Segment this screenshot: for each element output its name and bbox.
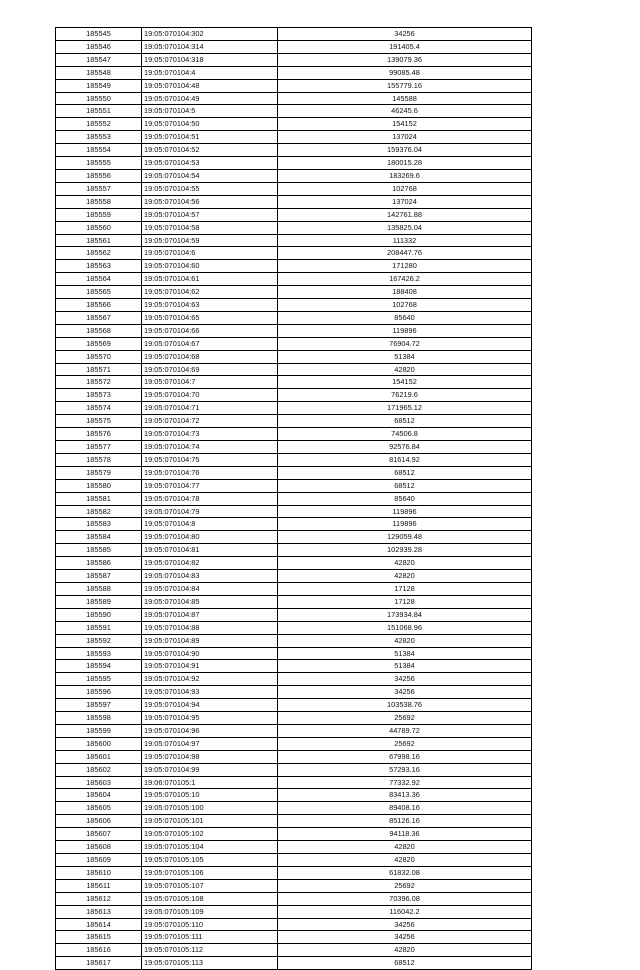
row-id-cell: 185596: [56, 686, 142, 699]
cadastral-number-cell: 19:05:070104:92: [142, 673, 278, 686]
value-cell: 139079.36: [278, 53, 532, 66]
row-id-cell: 185612: [56, 892, 142, 905]
cadastral-number-cell: 19:05:070105:10: [142, 789, 278, 802]
row-id-cell: 185559: [56, 208, 142, 221]
value-cell: 85640: [278, 311, 532, 324]
table-row: [56, 505, 532, 518]
cadastral-number-cell: 19:05:070105:104: [142, 841, 278, 854]
row-id-cell: 185549: [56, 79, 142, 92]
cadastral-number-cell: 19:05:070104:60: [142, 260, 278, 273]
value-cell: 68512: [278, 415, 532, 428]
value-cell: 151068.96: [278, 621, 532, 634]
row-id-cell: 185569: [56, 337, 142, 350]
cadastral-number-cell: 19:05:070105:110: [142, 918, 278, 931]
table-row: [56, 376, 532, 389]
row-id-cell: 185575: [56, 415, 142, 428]
table-row: [56, 389, 532, 402]
cadastral-number-cell: 19:05:070104:62: [142, 286, 278, 299]
value-cell: 94118.36: [278, 828, 532, 841]
cadastral-number-cell: 19:05:070104:67: [142, 337, 278, 350]
row-id-cell: 185610: [56, 866, 142, 879]
value-cell: 119896: [278, 518, 532, 531]
row-id-cell: 185547: [56, 53, 142, 66]
cadastral-number-cell: 19:05:070104:7: [142, 376, 278, 389]
table-row: [56, 221, 532, 234]
table-row: [56, 815, 532, 828]
table-row: [56, 118, 532, 131]
cadastral-number-cell: 19:05:070105:112: [142, 944, 278, 957]
cadastral-number-cell: 19:05:070105:100: [142, 802, 278, 815]
table-row: [56, 337, 532, 350]
table-row: [56, 544, 532, 557]
value-cell: 116042.2: [278, 905, 532, 918]
row-id-cell: 185611: [56, 879, 142, 892]
table-row: [56, 789, 532, 802]
table-row: [56, 531, 532, 544]
row-id-cell: 185590: [56, 608, 142, 621]
row-id-cell: 185562: [56, 247, 142, 260]
table-row: [56, 608, 532, 621]
cadastral-number-cell: 19:05:070104:88: [142, 621, 278, 634]
table-row: [56, 311, 532, 324]
value-cell: 51384: [278, 660, 532, 673]
row-id-cell: 185548: [56, 66, 142, 79]
cadastral-number-cell: 19:05:070104:75: [142, 453, 278, 466]
cadastral-number-cell: 19:05:070104:63: [142, 299, 278, 312]
value-cell: 34256: [278, 28, 532, 41]
table-row: [56, 931, 532, 944]
table-row: [56, 453, 532, 466]
row-id-cell: 185577: [56, 441, 142, 454]
value-cell: 173934.84: [278, 608, 532, 621]
table-row: [56, 428, 532, 441]
row-id-cell: 185551: [56, 105, 142, 118]
cadastral-number-cell: 19:05:070105:101: [142, 815, 278, 828]
row-id-cell: 185606: [56, 815, 142, 828]
cadastral-number-cell: 19:05:070104:74: [142, 441, 278, 454]
row-id-cell: 185573: [56, 389, 142, 402]
value-cell: 42820: [278, 634, 532, 647]
table-row: [56, 737, 532, 750]
value-cell: 61832.08: [278, 866, 532, 879]
value-cell: 81614.92: [278, 453, 532, 466]
table-row: [56, 712, 532, 725]
value-cell: 102768: [278, 299, 532, 312]
value-cell: 25692: [278, 737, 532, 750]
table-row: [56, 905, 532, 918]
row-id-cell: 185568: [56, 324, 142, 337]
value-cell: 111332: [278, 234, 532, 247]
value-cell: 183269.6: [278, 169, 532, 182]
cadastral-number-cell: 19:05:070104:54: [142, 169, 278, 182]
table-row: [56, 892, 532, 905]
table-row: [56, 673, 532, 686]
table-row: [56, 750, 532, 763]
row-id-cell: 185566: [56, 299, 142, 312]
row-id-cell: 185597: [56, 699, 142, 712]
row-id-cell: 185603: [56, 776, 142, 789]
row-id-cell: 185588: [56, 582, 142, 595]
value-cell: 34256: [278, 931, 532, 944]
table-row: [56, 66, 532, 79]
cadastral-number-cell: 19:05:070104:58: [142, 221, 278, 234]
table-row: [56, 195, 532, 208]
value-cell: 77332.92: [278, 776, 532, 789]
row-id-cell: 185592: [56, 634, 142, 647]
value-cell: 135825.04: [278, 221, 532, 234]
table-row: [56, 570, 532, 583]
value-cell: 119896: [278, 324, 532, 337]
row-id-cell: 185617: [56, 957, 142, 970]
value-cell: 137024: [278, 131, 532, 144]
row-id-cell: 185578: [56, 453, 142, 466]
cadastral-number-cell: 19:05:070104:80: [142, 531, 278, 544]
value-cell: 51384: [278, 647, 532, 660]
row-id-cell: 185571: [56, 363, 142, 376]
value-cell: 25692: [278, 712, 532, 725]
value-cell: 92576.84: [278, 441, 532, 454]
value-cell: 137024: [278, 195, 532, 208]
cadastral-number-cell: 19:05:070104:98: [142, 750, 278, 763]
cadastral-number-cell: 19:05:070104:49: [142, 92, 278, 105]
row-id-cell: 185572: [56, 376, 142, 389]
row-id-cell: 185604: [56, 789, 142, 802]
table-row: [56, 479, 532, 492]
cadastral-number-cell: 19:05:070104:78: [142, 492, 278, 505]
table-row: [56, 169, 532, 182]
row-id-cell: 185580: [56, 479, 142, 492]
row-id-cell: 185589: [56, 595, 142, 608]
row-id-cell: 185565: [56, 286, 142, 299]
value-cell: 102939.28: [278, 544, 532, 557]
row-id-cell: 185552: [56, 118, 142, 131]
row-id-cell: 185593: [56, 647, 142, 660]
table-row: [56, 402, 532, 415]
value-cell: 154152: [278, 376, 532, 389]
value-cell: 34256: [278, 918, 532, 931]
cadastral-number-cell: 19:05:070104:56: [142, 195, 278, 208]
cadastral-number-cell: 19:05:070104:89: [142, 634, 278, 647]
value-cell: 42820: [278, 557, 532, 570]
cadastral-number-cell: 19:05:070104:81: [142, 544, 278, 557]
cadastral-number-cell: 19:05:070104:72: [142, 415, 278, 428]
value-cell: 25692: [278, 879, 532, 892]
value-cell: 103538.76: [278, 699, 532, 712]
cadastral-number-cell: 19:05:070104:6: [142, 247, 278, 260]
row-id-cell: 185564: [56, 273, 142, 286]
value-cell: 99085.48: [278, 66, 532, 79]
cadastral-number-cell: 19:05:070104:50: [142, 118, 278, 131]
value-cell: 171280: [278, 260, 532, 273]
row-id-cell: 185561: [56, 234, 142, 247]
table-row: [56, 53, 532, 66]
table-row: [56, 273, 532, 286]
row-id-cell: 185594: [56, 660, 142, 673]
row-id-cell: 185598: [56, 712, 142, 725]
table-row: [56, 828, 532, 841]
value-cell: 42820: [278, 841, 532, 854]
cadastral-number-cell: 19:05:070104:90: [142, 647, 278, 660]
value-cell: 68512: [278, 957, 532, 970]
row-id-cell: 185574: [56, 402, 142, 415]
cadastral-number-cell: 19:05:070104:76: [142, 466, 278, 479]
row-id-cell: 185550: [56, 92, 142, 105]
table-row: [56, 918, 532, 931]
row-id-cell: 185567: [56, 311, 142, 324]
value-cell: 17128: [278, 595, 532, 608]
row-id-cell: 185613: [56, 905, 142, 918]
table-row: [56, 854, 532, 867]
table-row: [56, 415, 532, 428]
row-id-cell: 185563: [56, 260, 142, 273]
cadastral-number-cell: 19:05:070104:96: [142, 724, 278, 737]
value-cell: 34256: [278, 686, 532, 699]
cadastral-number-cell: 19:05:070104:79: [142, 505, 278, 518]
cadastral-number-cell: 19:05:070104:73: [142, 428, 278, 441]
cadastral-number-cell: 19:05:070105:106: [142, 866, 278, 879]
value-cell: 85126.16: [278, 815, 532, 828]
table-row: [56, 595, 532, 608]
data-table: [55, 27, 532, 970]
table-row: [56, 234, 532, 247]
table-row: [56, 724, 532, 737]
cadastral-number-cell: 19:05:070104:59: [142, 234, 278, 247]
row-id-cell: 185557: [56, 182, 142, 195]
value-cell: 57293.16: [278, 763, 532, 776]
row-id-cell: 185554: [56, 144, 142, 157]
cadastral-number-cell: 19:05:070104:69: [142, 363, 278, 376]
cadastral-number-cell: 19:05:070105:105: [142, 854, 278, 867]
table-row: [56, 776, 532, 789]
value-cell: 42820: [278, 944, 532, 957]
row-id-cell: 185609: [56, 854, 142, 867]
table-row: [56, 105, 532, 118]
table-row: [56, 350, 532, 363]
cadastral-number-cell: 19:05:070104:55: [142, 182, 278, 195]
cadastral-number-cell: 19:05:070104:57: [142, 208, 278, 221]
cadastral-number-cell: 19:05:070104:77: [142, 479, 278, 492]
cadastral-number-cell: 19:05:070104:94: [142, 699, 278, 712]
row-id-cell: 185607: [56, 828, 142, 841]
table-row: [56, 557, 532, 570]
value-cell: 171965.12: [278, 402, 532, 415]
value-cell: 46245.6: [278, 105, 532, 118]
table-row: [56, 841, 532, 854]
row-id-cell: 185582: [56, 505, 142, 518]
table-row: [56, 324, 532, 337]
cadastral-number-cell: 19:05:070104:99: [142, 763, 278, 776]
row-id-cell: 185587: [56, 570, 142, 583]
row-id-cell: 185576: [56, 428, 142, 441]
row-id-cell: 185584: [56, 531, 142, 544]
value-cell: 42820: [278, 854, 532, 867]
value-cell: 167426.2: [278, 273, 532, 286]
value-cell: 159376.04: [278, 144, 532, 157]
cadastral-number-cell: 19:05:070104:302: [142, 28, 278, 41]
table-row: [56, 182, 532, 195]
value-cell: 44789.72: [278, 724, 532, 737]
cadastral-number-cell: 19:05:070104:4: [142, 66, 278, 79]
cadastral-number-cell: 19:05:070104:85: [142, 595, 278, 608]
row-id-cell: 185600: [56, 737, 142, 750]
table-row: [56, 28, 532, 41]
cadastral-number-cell: 19:05:070104:71: [142, 402, 278, 415]
value-cell: 51384: [278, 350, 532, 363]
table-row: [56, 492, 532, 505]
cadastral-number-cell: 19:05:070104:314: [142, 40, 278, 53]
table-row: [56, 660, 532, 673]
row-id-cell: 185605: [56, 802, 142, 815]
table-row: [56, 634, 532, 647]
row-id-cell: 185616: [56, 944, 142, 957]
row-id-cell: 185560: [56, 221, 142, 234]
table-row: [56, 699, 532, 712]
table-row: [56, 131, 532, 144]
table-row: [56, 286, 532, 299]
cadastral-number-cell: 19:05:070104:8: [142, 518, 278, 531]
value-cell: 76904.72: [278, 337, 532, 350]
cadastral-number-cell: 19:05:070104:93: [142, 686, 278, 699]
row-id-cell: 185601: [56, 750, 142, 763]
row-id-cell: 185595: [56, 673, 142, 686]
cadastral-number-cell: 19:05:070104:48: [142, 79, 278, 92]
table-row: [56, 92, 532, 105]
row-id-cell: 185545: [56, 28, 142, 41]
value-cell: 70396.08: [278, 892, 532, 905]
value-cell: 34256: [278, 673, 532, 686]
table-row: [56, 363, 532, 376]
row-id-cell: 185555: [56, 157, 142, 170]
value-cell: 68512: [278, 479, 532, 492]
row-id-cell: 185579: [56, 466, 142, 479]
table-row: [56, 866, 532, 879]
cadastral-number-cell: 19:05:070104:61: [142, 273, 278, 286]
table-row: [56, 518, 532, 531]
table-row: [56, 957, 532, 970]
cadastral-number-cell: 19:05:070104:52: [142, 144, 278, 157]
value-cell: 191405.4: [278, 40, 532, 53]
value-cell: 142761.88: [278, 208, 532, 221]
cadastral-number-cell: 19:05:070105:113: [142, 957, 278, 970]
row-id-cell: 185591: [56, 621, 142, 634]
value-cell: 188408: [278, 286, 532, 299]
row-id-cell: 185586: [56, 557, 142, 570]
row-id-cell: 185585: [56, 544, 142, 557]
cadastral-number-cell: 19:05:070104:97: [142, 737, 278, 750]
table-row: [56, 157, 532, 170]
cadastral-number-cell: 19:05:070104:83: [142, 570, 278, 583]
table-row: [56, 466, 532, 479]
value-cell: 102768: [278, 182, 532, 195]
table-row: [56, 79, 532, 92]
value-cell: 119896: [278, 505, 532, 518]
row-id-cell: 185615: [56, 931, 142, 944]
table-row: [56, 944, 532, 957]
row-id-cell: 185602: [56, 763, 142, 776]
row-id-cell: 185599: [56, 724, 142, 737]
table-row: [56, 247, 532, 260]
row-id-cell: 185546: [56, 40, 142, 53]
table-row: [56, 582, 532, 595]
row-id-cell: 185581: [56, 492, 142, 505]
table-row: [56, 299, 532, 312]
value-cell: 180015.28: [278, 157, 532, 170]
cadastral-number-cell: 19:05:070104:82: [142, 557, 278, 570]
value-cell: 155779.16: [278, 79, 532, 92]
cadastral-number-cell: 19:06:070105:1: [142, 776, 278, 789]
cadastral-number-cell: 19:05:070104:84: [142, 582, 278, 595]
row-id-cell: 185608: [56, 841, 142, 854]
cadastral-number-cell: 19:05:070104:68: [142, 350, 278, 363]
table-body: [56, 28, 532, 970]
table-row: [56, 208, 532, 221]
table-row: [56, 763, 532, 776]
value-cell: 74506.8: [278, 428, 532, 441]
cadastral-number-cell: 19:05:070104:70: [142, 389, 278, 402]
table-row: [56, 802, 532, 815]
cadastral-number-cell: 19:05:070104:5: [142, 105, 278, 118]
value-cell: 89408.16: [278, 802, 532, 815]
value-cell: 154152: [278, 118, 532, 131]
cadastral-number-cell: 19:05:070105:108: [142, 892, 278, 905]
value-cell: 67998.16: [278, 750, 532, 763]
value-cell: 68512: [278, 466, 532, 479]
cadastral-number-cell: 19:05:070104:65: [142, 311, 278, 324]
cadastral-number-cell: 19:05:070105:111: [142, 931, 278, 944]
table-row: [56, 40, 532, 53]
value-cell: 145588: [278, 92, 532, 105]
cadastral-number-cell: 19:05:070104:66: [142, 324, 278, 337]
value-cell: 42820: [278, 570, 532, 583]
value-cell: 17128: [278, 582, 532, 595]
table-row: [56, 686, 532, 699]
value-cell: 129059.48: [278, 531, 532, 544]
row-id-cell: 185570: [56, 350, 142, 363]
cadastral-number-cell: 19:05:070105:109: [142, 905, 278, 918]
table-row: [56, 260, 532, 273]
value-cell: 42820: [278, 363, 532, 376]
cadastral-number-cell: 19:05:070104:51: [142, 131, 278, 144]
cadastral-number-cell: 19:05:070104:91: [142, 660, 278, 673]
value-cell: 76219.6: [278, 389, 532, 402]
row-id-cell: 185614: [56, 918, 142, 931]
table-row: [56, 441, 532, 454]
cadastral-number-cell: 19:05:070104:53: [142, 157, 278, 170]
row-id-cell: 185558: [56, 195, 142, 208]
cadastral-number-cell: 19:05:070105:102: [142, 828, 278, 841]
row-id-cell: 185583: [56, 518, 142, 531]
value-cell: 83413.36: [278, 789, 532, 802]
cadastral-number-cell: 19:05:070105:107: [142, 879, 278, 892]
row-id-cell: 185556: [56, 169, 142, 182]
table-row: [56, 879, 532, 892]
table-row: [56, 144, 532, 157]
row-id-cell: 185553: [56, 131, 142, 144]
value-cell: 208447.76: [278, 247, 532, 260]
value-cell: 85640: [278, 492, 532, 505]
cadastral-number-cell: 19:05:070104:95: [142, 712, 278, 725]
cadastral-number-cell: 19:05:070104:87: [142, 608, 278, 621]
table-row: [56, 647, 532, 660]
table-row: [56, 621, 532, 634]
cadastral-number-cell: 19:05:070104:318: [142, 53, 278, 66]
